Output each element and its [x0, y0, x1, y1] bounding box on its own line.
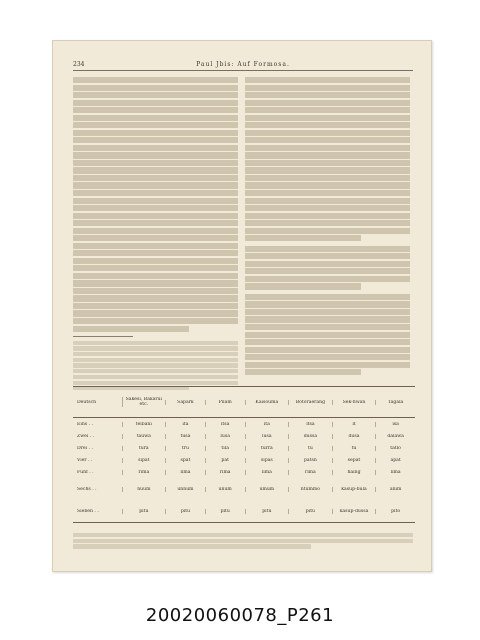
text-line-placeholder — [73, 235, 238, 241]
table-cell: dusâ — [332, 434, 376, 439]
text-line-placeholder — [73, 303, 238, 309]
row-label: Vier . . — [77, 457, 93, 463]
text-line-placeholder — [245, 246, 410, 252]
text-line-placeholder — [245, 100, 410, 106]
row-label: Sechs . . — [77, 486, 97, 492]
text-line-placeholder — [73, 175, 238, 181]
text-line-placeholder — [73, 265, 238, 271]
text-line-placeholder — [73, 205, 238, 211]
table-cell: rimâ — [205, 470, 245, 475]
text-line-placeholder — [245, 220, 410, 226]
table-row — [73, 418, 415, 430]
table-cell: tilâ — [205, 446, 245, 451]
table-cell: tauwâ — [122, 434, 166, 439]
text-line-placeholder — [73, 145, 238, 151]
running-title: Paul Jbis: Auf Formosa. — [196, 61, 290, 68]
table-cell: pito — [375, 509, 415, 514]
text-line-placeholder — [245, 85, 410, 91]
text-line-placeholder — [245, 235, 361, 241]
table-header-cell: Tagala — [375, 400, 415, 405]
table-cell: pâtsn — [288, 458, 332, 463]
table-header-cell: Botoraerang — [288, 400, 332, 405]
text-line-placeholder — [73, 152, 238, 158]
numerals-table — [73, 386, 415, 523]
row-label: Fünf . . — [77, 469, 94, 475]
table-header-cell: Sek-hwan — [332, 400, 376, 405]
row-label: Sieben . . — [77, 508, 99, 514]
table-cell: nuum — [122, 487, 166, 492]
footnote-separator — [73, 336, 133, 337]
table-cell: pitu — [245, 509, 289, 514]
text-line-placeholder — [245, 268, 410, 274]
text-line-placeholder — [73, 137, 238, 143]
page-header — [73, 61, 413, 71]
table-bottom-rule — [73, 522, 415, 523]
table-cell: isa — [375, 422, 415, 427]
table-cell: tusâ — [165, 434, 205, 439]
table-cell: rimâ — [122, 470, 166, 475]
text-line-placeholder — [73, 346, 238, 350]
text-line-placeholder — [73, 288, 238, 294]
text-line-placeholder — [245, 115, 410, 121]
text-line-placeholder — [73, 160, 238, 166]
table-row — [73, 454, 415, 466]
table-cell: haing — [332, 470, 376, 475]
table-cell: spat — [165, 458, 205, 463]
text-line-placeholder — [245, 198, 410, 204]
text-line-placeholder — [73, 280, 238, 286]
table-cell: itsa — [205, 422, 245, 427]
text-line-placeholder — [245, 294, 410, 300]
text-line-placeholder — [73, 544, 311, 548]
text-line-placeholder — [245, 152, 410, 158]
table-cell: pitû — [122, 509, 166, 514]
table-cell: sipat — [122, 458, 166, 463]
table-cell: itâ — [245, 422, 289, 427]
table-cell: kasûp-dussa — [332, 509, 376, 514]
text-line-placeholder — [245, 369, 361, 375]
text-line-placeholder — [73, 369, 238, 373]
text-line-placeholder — [73, 341, 238, 345]
table-row — [73, 500, 415, 522]
table-header-row — [73, 387, 415, 417]
text-line-placeholder — [73, 190, 238, 196]
table-cell: apat — [375, 458, 415, 463]
text-line-placeholder — [73, 250, 238, 256]
text-line-placeholder — [73, 295, 238, 301]
table-cell: lusa — [205, 434, 245, 439]
table-cell: umum — [245, 487, 289, 492]
table-body — [73, 418, 415, 522]
text-line-placeholder — [73, 243, 238, 249]
text-line-placeholder — [245, 107, 410, 113]
table-header-cell: Sapark — [165, 400, 205, 405]
text-line-placeholder — [245, 324, 410, 330]
text-line-placeholder — [245, 205, 410, 211]
archive-id-caption: 20020060078_P261 — [145, 605, 335, 626]
table-cell: anim — [375, 487, 415, 492]
text-line-placeholder — [73, 533, 413, 537]
text-line-placeholder — [73, 85, 238, 91]
table-cell: teibani — [122, 422, 166, 427]
text-line-placeholder — [73, 228, 238, 234]
row-label: Drei . . — [77, 445, 93, 451]
text-line-placeholder — [73, 182, 238, 188]
table-cell: pitû — [205, 509, 245, 514]
right-text-column — [245, 77, 410, 377]
text-line-placeholder — [245, 213, 410, 219]
table-row — [73, 466, 415, 478]
table-cell: tu — [332, 446, 376, 451]
text-line-placeholder — [245, 137, 410, 143]
table-cell: lima — [375, 470, 415, 475]
text-line-placeholder — [245, 160, 410, 166]
text-line-placeholder — [245, 347, 410, 353]
text-line-placeholder — [245, 175, 410, 181]
bottom-footnote — [73, 533, 413, 550]
text-line-placeholder — [245, 309, 410, 315]
table-cell: dalâwa — [375, 434, 415, 439]
table-row — [73, 442, 415, 454]
text-line-placeholder — [73, 77, 238, 83]
text-line-placeholder — [245, 354, 410, 360]
table-cell: pitû — [288, 509, 332, 514]
text-line-placeholder — [73, 107, 238, 113]
table-cell: ntûmmo — [288, 487, 332, 492]
table-cell: pitû — [165, 509, 205, 514]
row-label: Eins . . — [77, 421, 93, 427]
table-cell: limâ — [165, 470, 205, 475]
table-cell: itâ — [165, 422, 205, 427]
text-line-placeholder — [245, 92, 410, 98]
text-line-placeholder — [245, 130, 410, 136]
text-line-placeholder — [73, 130, 238, 136]
table-cell: sipâs — [245, 458, 289, 463]
text-line-placeholder — [73, 375, 238, 379]
table-cell: tru — [165, 446, 205, 451]
table-cell: tatlo — [375, 446, 415, 451]
table-header-cell: Sakesi, Bakarui etc. — [122, 397, 166, 407]
text-line-placeholder — [245, 228, 410, 234]
text-line-placeholder — [245, 182, 410, 188]
table-row — [73, 478, 415, 500]
table-cell: dussâ — [288, 434, 332, 439]
text-line-placeholder — [245, 301, 410, 307]
text-line-placeholder — [73, 352, 238, 356]
table-cell: lima — [245, 470, 289, 475]
table-cell: it — [332, 422, 376, 427]
text-line-placeholder — [73, 363, 238, 367]
text-line-placeholder — [245, 77, 410, 83]
table-cell: tûrrâ — [245, 446, 289, 451]
text-line-placeholder — [245, 276, 410, 282]
text-line-placeholder — [73, 273, 238, 279]
table-cell: ûnnûm — [165, 487, 205, 492]
table-cell: lusa — [245, 434, 289, 439]
text-line-placeholder — [73, 326, 189, 332]
text-line-placeholder — [73, 381, 238, 385]
text-line-placeholder — [73, 358, 238, 362]
page-number: 234 — [73, 61, 85, 68]
table-cell: pat — [205, 458, 245, 463]
table-cell: kasûp-bula — [332, 487, 376, 492]
text-line-placeholder — [73, 167, 238, 173]
table-header-cell: Deutsch — [77, 399, 97, 405]
text-line-placeholder — [245, 339, 410, 345]
text-line-placeholder — [73, 92, 238, 98]
book-page — [52, 40, 432, 572]
text-line-placeholder — [73, 100, 238, 106]
text-line-placeholder — [245, 167, 410, 173]
text-line-placeholder — [73, 220, 238, 226]
table-cell: unum — [205, 487, 245, 492]
table-header-cell: Pilam — [205, 400, 245, 405]
text-line-placeholder — [245, 332, 410, 338]
text-line-placeholder — [73, 122, 238, 128]
text-line-placeholder — [73, 318, 238, 324]
header-rule — [73, 70, 413, 71]
table-row — [73, 430, 415, 442]
left-text-column — [73, 77, 238, 392]
text-line-placeholder — [245, 253, 410, 259]
table-cell: itsa — [288, 422, 332, 427]
table-cell: turâ — [122, 446, 166, 451]
text-line-placeholder — [73, 310, 238, 316]
text-line-placeholder — [245, 283, 361, 289]
text-line-placeholder — [245, 362, 410, 368]
text-line-placeholder — [245, 122, 410, 128]
table-cell: tû — [288, 446, 332, 451]
text-line-placeholder — [245, 190, 410, 196]
text-line-placeholder — [73, 539, 413, 543]
text-line-placeholder — [73, 198, 238, 204]
table-cell: rimâ — [288, 470, 332, 475]
text-line-placeholder — [73, 115, 238, 121]
text-line-placeholder — [245, 316, 410, 322]
text-line-placeholder — [73, 213, 238, 219]
row-label: Zwei . . — [77, 433, 95, 439]
table-cell: sepat — [332, 458, 376, 463]
text-line-placeholder — [245, 145, 410, 151]
text-line-placeholder — [245, 261, 410, 267]
text-line-placeholder — [73, 258, 238, 264]
table-header-cell: Kaisouma — [245, 400, 289, 405]
